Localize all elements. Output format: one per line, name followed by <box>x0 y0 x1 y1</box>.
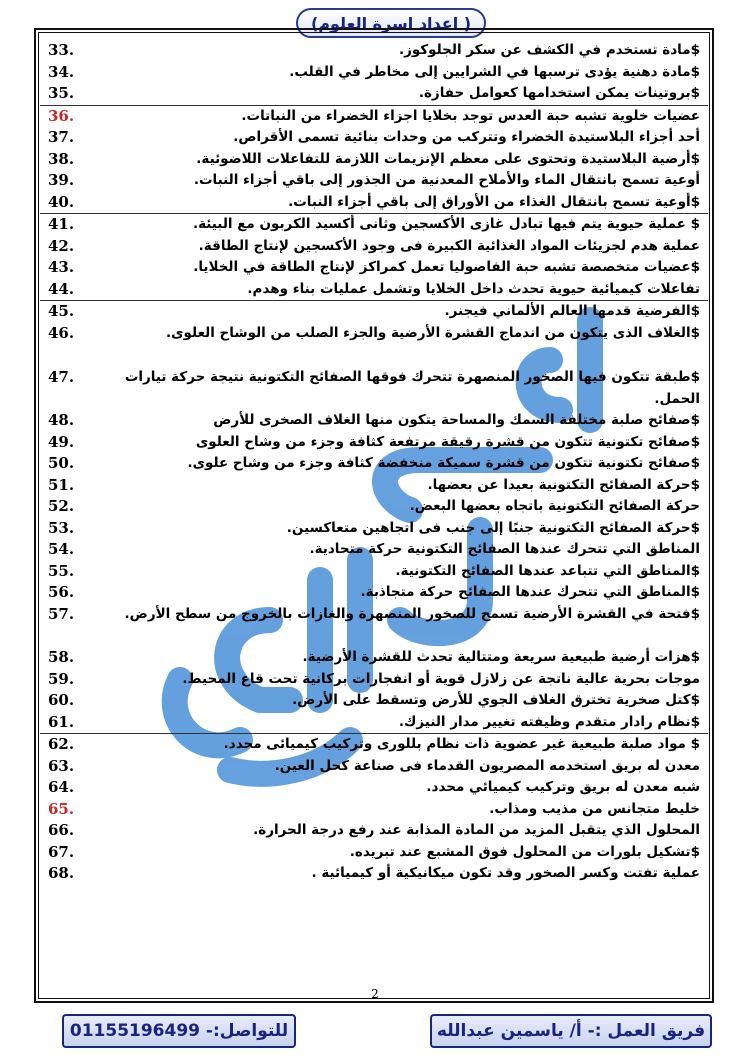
header-title: (اعداد اسرة العلوم ) <box>296 8 486 38</box>
item-text: عملية هدم لجزيئات المواد الغذائية الكبيرة فى وجود الأكسجين لإنتاج الطاقة. <box>198 237 700 254</box>
item-number: 43. <box>48 258 75 276</box>
list-item <box>40 733 708 756</box>
list-item <box>40 410 708 432</box>
item-text: $تشكيل بلورات من المحلول فوق المشبع عند تبريده. <box>349 843 700 860</box>
item-text: $أرضية البلاستيدة وتحتوى على معظم الإنزيمات اللازمة للتفاعلات اللاضوئية. <box>196 150 700 167</box>
item-number: 38. <box>48 149 75 168</box>
question-list <box>40 40 708 885</box>
list-item <box>40 539 708 561</box>
team-credit-box <box>430 1014 712 1048</box>
item-number: 68. <box>48 864 75 882</box>
item-number: 45. <box>48 302 75 320</box>
item-number: 42. <box>48 236 75 255</box>
list-item <box>40 561 708 583</box>
item-number: 54. <box>48 540 75 558</box>
item-number: 49. <box>48 432 75 451</box>
item-number: 44. <box>48 279 75 298</box>
item-number: 33. <box>48 41 75 59</box>
item-number: 60. <box>48 691 75 709</box>
list-item <box>40 690 708 712</box>
item-number: 52. <box>48 497 75 515</box>
list-item <box>40 127 708 149</box>
team-credit-label: فريق العمل :- أ/ ياسمين عبدالله <box>436 1021 706 1041</box>
item-text: أحد أجزاء البلاستيدة الخضراء وتتركب من وحدات بنائية تسمى الأقراص. <box>233 129 700 145</box>
list-item <box>40 236 708 258</box>
list-item <box>40 323 708 345</box>
item-text: خليط متجانس من مذيب ومذاب. <box>489 800 700 817</box>
list-item <box>40 712 708 734</box>
list-item <box>40 756 708 778</box>
contact-phone: 01155196499 <box>69 1021 200 1041</box>
list-item <box>40 366 708 410</box>
item-number: 64. <box>48 778 75 796</box>
item-number: 36. <box>48 106 75 125</box>
item-text: عملية تفتت وكسر الصخور وقد تكون ميكانيكية أو كيميائية . <box>311 865 700 881</box>
item-number: 66. <box>48 821 75 839</box>
item-text: $هزات أرضية طبيعية سريعة ومتتالية تحدث للقشرة الأرضية. <box>302 649 700 665</box>
item-number: 48. <box>48 411 75 429</box>
item-text: $الفرضية قدمها العالم الألماني فيجنر. <box>444 303 700 319</box>
list-item <box>40 842 708 864</box>
item-text: $طبقة تتكون فيها الصخور المنصهرة تتحرك فوقها الصفائح التكتونية نتيجة حركة تيارات الحمل. <box>124 369 700 407</box>
item-text: $فتحة في القشرة الأرضية تسمح للصخور المنصهرة والغازات بالخروج من سطح الأرض. <box>124 605 700 622</box>
list-item <box>40 257 708 279</box>
list-item <box>40 582 708 604</box>
item-number: 46. <box>48 323 75 342</box>
item-text: $نظام رادار متقدم وظيفته تغيير مدار النيزك. <box>398 713 700 730</box>
list-item <box>40 475 708 497</box>
item-number: 35. <box>48 84 75 102</box>
item-number: 56. <box>48 583 75 601</box>
item-number: 55. <box>48 561 75 580</box>
item-text: $أوعية تسمح بانتقال الغذاء من الأوراق إلى باقي أجزاء النبات. <box>288 193 700 210</box>
item-number: 39. <box>48 171 75 189</box>
item-text: $ عملية حيوية يتم فيها تبادل غازى الأكسجين وثانى أكسيد الكربون مع البيئة. <box>192 216 700 232</box>
item-text: $صفائح تكتونية تتكون من قشرة رقيقة مرتفعة كثافة وجزء من وشاح العلوى <box>195 433 700 450</box>
list-item <box>40 820 708 842</box>
contact-label: للتواصل:- <box>205 1021 289 1041</box>
item-text: $حركة الصفائح التكتونية جنبًا إلى جنب فى اتجاهين متعاكسين. <box>286 519 700 536</box>
item-text: $كتل صخرية تخترق الغلاف الجوي للأرض وتسقط على الأرض. <box>292 692 700 708</box>
item-text: $مادة تستخدم في الكشف عن سكر الجلوكوز. <box>398 42 700 58</box>
item-number: 57. <box>48 604 75 623</box>
item-text: أوعية تسمح بانتقال الماء والأملاح المعدنية من الجذور إلى باقي أجزاء النبات. <box>193 172 700 188</box>
item-text: $حركة الصفائح التكتونية بعيدا عن بعضها. <box>427 476 700 493</box>
item-text: $صفائح تكتونية تتكون من قشرة سميكة منخفضة كثافة وجزء من وشاح علوى. <box>187 455 700 471</box>
list-item <box>40 279 708 301</box>
item-text: معدن له بريق استخدمه المصريون القدماء فى صناعة كحل العين. <box>274 757 700 774</box>
item-text: المناطق التي تتحرك عندها الصفائح التكتونية حركة متحادية. <box>309 541 700 557</box>
item-number: 50. <box>48 454 75 472</box>
item-number: 37. <box>48 128 75 146</box>
list-item <box>40 496 708 518</box>
item-text: $صفائح صلبة مختلفة السمك والمساحة يتكون منها الغلاف الصخرى للأرض <box>213 412 700 428</box>
item-number: 51. <box>48 475 75 494</box>
list-item <box>40 62 708 84</box>
list-item <box>40 432 708 454</box>
item-number: 41. <box>48 215 75 233</box>
list-item <box>40 192 708 214</box>
item-number: 63. <box>48 756 75 775</box>
list-item <box>40 453 708 475</box>
page-number: 2 <box>371 987 379 1001</box>
item-text: تفاعلات كيميائية حيوية تحدث داخل الخلايا وتشمل عمليات بناء وهدم. <box>247 280 700 297</box>
item-text: شبه معدن له بريق وتركيب كيميائي محدد. <box>426 779 700 795</box>
item-text: حركة الصفائح التكتونية باتجاه بعضها البعض. <box>409 498 700 514</box>
list-item <box>40 669 708 691</box>
item-number: 58. <box>48 648 75 666</box>
item-text: $مادة دهنية يؤدى ترسبها في الشرايين إلى مخاطر في القلب. <box>289 63 700 80</box>
item-text: $المناطق التي تتحرك عندها الصفائح حركة متجاذبة. <box>360 584 700 600</box>
list-item <box>40 604 708 626</box>
item-number: 53. <box>48 518 75 537</box>
list-item <box>40 170 708 192</box>
item-text: عضيات خلوية تشبه حبة العدس توجد بخلايا اجزاء الخضراء من النباتات. <box>241 107 700 124</box>
item-number: 61. <box>48 712 75 731</box>
list-item <box>40 105 708 128</box>
list-item <box>40 777 708 799</box>
list-item <box>40 647 708 669</box>
item-number: 40. <box>48 192 75 211</box>
item-text: $ مواد صلبة طبيعية غير عضوية ذات نظام بللورى وتركيب كيميائى محدد. <box>223 736 700 752</box>
item-text: المحلول الذي يتقبل المزيد من المادة المذابة عند رفع درجة الحرارة. <box>253 822 700 838</box>
list-item <box>40 863 708 885</box>
contact-box <box>62 1014 296 1048</box>
list-item <box>40 83 708 105</box>
list-item <box>40 799 708 821</box>
item-number: 47. <box>48 368 75 386</box>
item-number: 59. <box>48 669 75 688</box>
item-text: $بروتينات يمكن استخدامها كعوامل حفازة. <box>418 85 700 101</box>
item-text: $عضيات متخصصة تشبه حبة الفاصوليا تعمل كمراكز لإنتاج الطاقة في الخلايا. <box>193 259 700 275</box>
item-number: 67. <box>48 842 75 861</box>
item-number: 34. <box>48 62 75 81</box>
item-text: $المناطق التي تتباعد عندها الصفائح التكتونية. <box>395 562 700 579</box>
spacer <box>40 625 708 647</box>
item-text: $الغلاف الذى يتكون من اندماج القشرة الأرضية والجزء الصلب من الوشاح العلوى. <box>166 324 700 341</box>
list-item <box>40 40 708 62</box>
list-item <box>40 518 708 540</box>
list-item <box>40 213 708 236</box>
list-item <box>40 149 708 171</box>
list-item <box>40 300 708 323</box>
item-number: 62. <box>48 735 75 753</box>
item-text: موجات بحرية عالية ناتجة عن زلازل قوية أو انفجارات بركانية تحت قاع المحيط. <box>182 670 700 687</box>
item-number: 65. <box>48 799 75 818</box>
spacer <box>40 344 708 366</box>
